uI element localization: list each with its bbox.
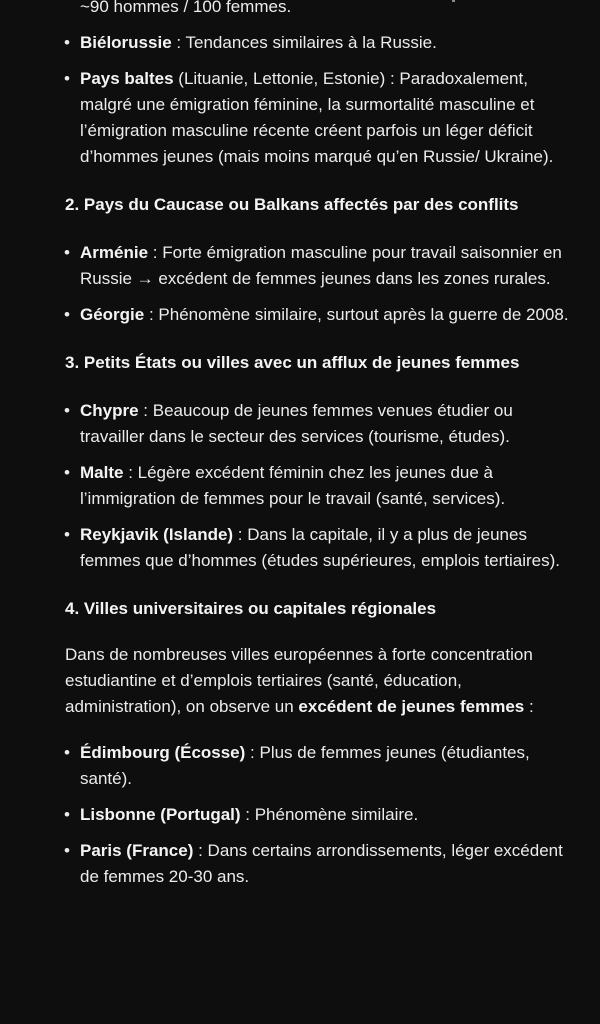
list-item-reykjavik — [0, 522, 600, 574]
list-item-text: : Tendances similaires à la Russie. — [171, 33, 437, 52]
list-item-term: Reykjavik (Islande) — [80, 525, 234, 544]
list-item-lisbonne — [0, 802, 600, 828]
section-heading-villes-universitaires: 4. Villes universitaires ou capitales régionales — [65, 599, 437, 618]
list-item-text: (Lituanie, Lettonie, Estonie) : Paradoxalement, malgré une émigration féminine, la surmortalité masculine et l’émigration masculine récente créent parfois un léger déficit d’hommes jeunes (mais moins marqué qu’en Russie/ Ukraine). — [80, 69, 554, 166]
list-item-term: Paris (France) — [80, 841, 194, 860]
section-heading-petits-etats: 3. Petits États ou villes avec un afflux de jeunes femmes — [65, 353, 520, 372]
paragraph-emphasis: excédent de jeunes femmes — [298, 697, 525, 716]
list-item-text: : Plus de femmes jeunes (étudiantes, santé). — [80, 743, 530, 788]
list-item-term: Biélorussie — [80, 33, 172, 52]
section2-list — [0, 240, 600, 328]
list-item-edimbourg — [0, 740, 600, 792]
section4-paragraph — [65, 642, 576, 720]
paragraph-text-start: Dans de nombreuses villes européennes à forte concentration estudiantine et d’emplois tertiaires (santé, éducation, administration), on observe un — [65, 645, 533, 716]
list-item-pays-baltes — [0, 66, 600, 170]
list-item-malte — [0, 460, 600, 512]
previous-item-tail: ~90 hommes / 100 femmes. — [80, 0, 292, 16]
list-item-paris — [0, 838, 600, 890]
list-item-text: : Forte émigration masculine pour travail saisonnier en Russie → excédent de femmes jeunes dans les zones rurales. — [80, 243, 562, 288]
section1-list-tail — [0, 30, 600, 170]
section3-list — [0, 398, 600, 574]
list-item-text: : Dans certains arrondissements, léger excédent de femmes 20-30 ans. — [80, 841, 563, 886]
list-item-text: : Légère excédent féminin chez les jeunes due à l’immigration de femmes pour le travail (santé, services). — [80, 463, 506, 508]
list-item-georgie — [0, 302, 600, 328]
list-item-term: Chypre — [80, 401, 139, 420]
list-item-term: Malte — [80, 463, 124, 482]
list-item-bielorussie — [0, 30, 600, 56]
list-item-armenie — [0, 240, 600, 292]
list-item-term: Arménie — [80, 243, 149, 262]
list-item-text: : Phénomène similaire, surtout après la guerre de 2008. — [144, 305, 569, 324]
list-item-term: Pays baltes — [80, 69, 174, 88]
section4-list — [0, 740, 600, 890]
list-item-text: : Beaucoup de jeunes femmes venues étudier ou travailler dans le secteur des services (tourisme, études). — [80, 401, 513, 446]
list-item-text: : Dans la capitale, il y a plus de jeunes femmes que d’hommes (études supérieures, emplois tertiaires). — [80, 525, 560, 570]
section-heading-caucase-balkans: 2. Pays du Caucase ou Balkans affectés par des conflits — [65, 195, 519, 214]
list-item-text: : Phénomène similaire. — [240, 805, 419, 824]
list-item-term: Géorgie — [80, 305, 145, 324]
list-item-term: Édimbourg (Écosse) — [80, 743, 246, 762]
list-item-term: Lisbonne (Portugal) — [80, 805, 241, 824]
list-item-chypre — [0, 398, 600, 450]
paragraph-text-end: : — [524, 697, 534, 716]
